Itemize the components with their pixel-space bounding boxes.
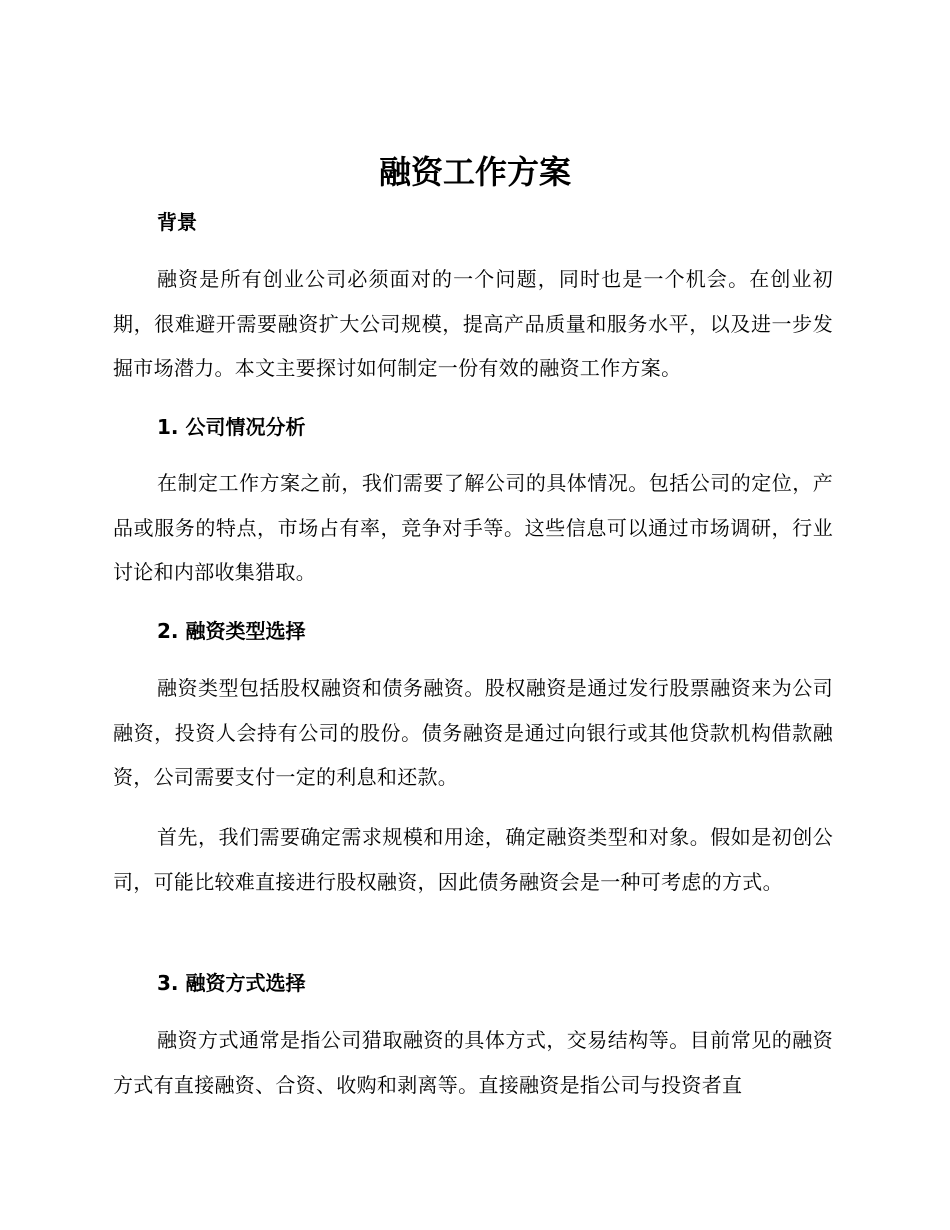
section-heading-financing-type: 2. 融资类型选择: [157, 619, 306, 643]
paragraph-financing-method: 融资方式通常是指公司猎取融资的具体方式，交易结构等。目前常见的融资方式有直接融资、合资、收购和剥离等。直接融资是指公司与投资者直: [113, 1028, 833, 1097]
section-heading-financing-method: 3. 融资方式选择: [157, 971, 306, 995]
paragraph-background: 融资是所有创业公司必须面对的一个问题，同时也是一个机会。在创业初期，很难避开需要融资扩大公司规模，提高产品质量和服务水平，以及进一步发掘市场潜力。本文主要探讨如何制定一份有效的融资工作方案。: [113, 267, 833, 380]
paragraph-financing-type-1: 融资类型包括股权融资和债务融资。股权融资是通过发行股票融资来为公司融资，投资人会持有公司的股份。债务融资是通过向银行或其他贷款机构借款融资，公司需要支付一定的利息和还款。: [113, 676, 833, 789]
paragraph-financing-type-2: 首先，我们需要确定需求规模和用途，确定融资类型和对象。假如是初创公司，可能比较难直接进行股权融资，因此债务融资会是一种可考虑的方式。: [113, 825, 833, 894]
section-heading-company-analysis: 1. 公司情况分析: [157, 415, 306, 439]
paragraph-company-analysis: 在制定工作方案之前，我们需要了解公司的具体情况。包括公司的定位，产品或服务的特点，市场占有率，竞争对手等。这些信息可以通过市场调研，行业讨论和内部收集猎取。: [113, 471, 833, 584]
document-title: 融资工作方案: [378, 153, 571, 191]
section-heading-background: 背景: [157, 210, 197, 234]
